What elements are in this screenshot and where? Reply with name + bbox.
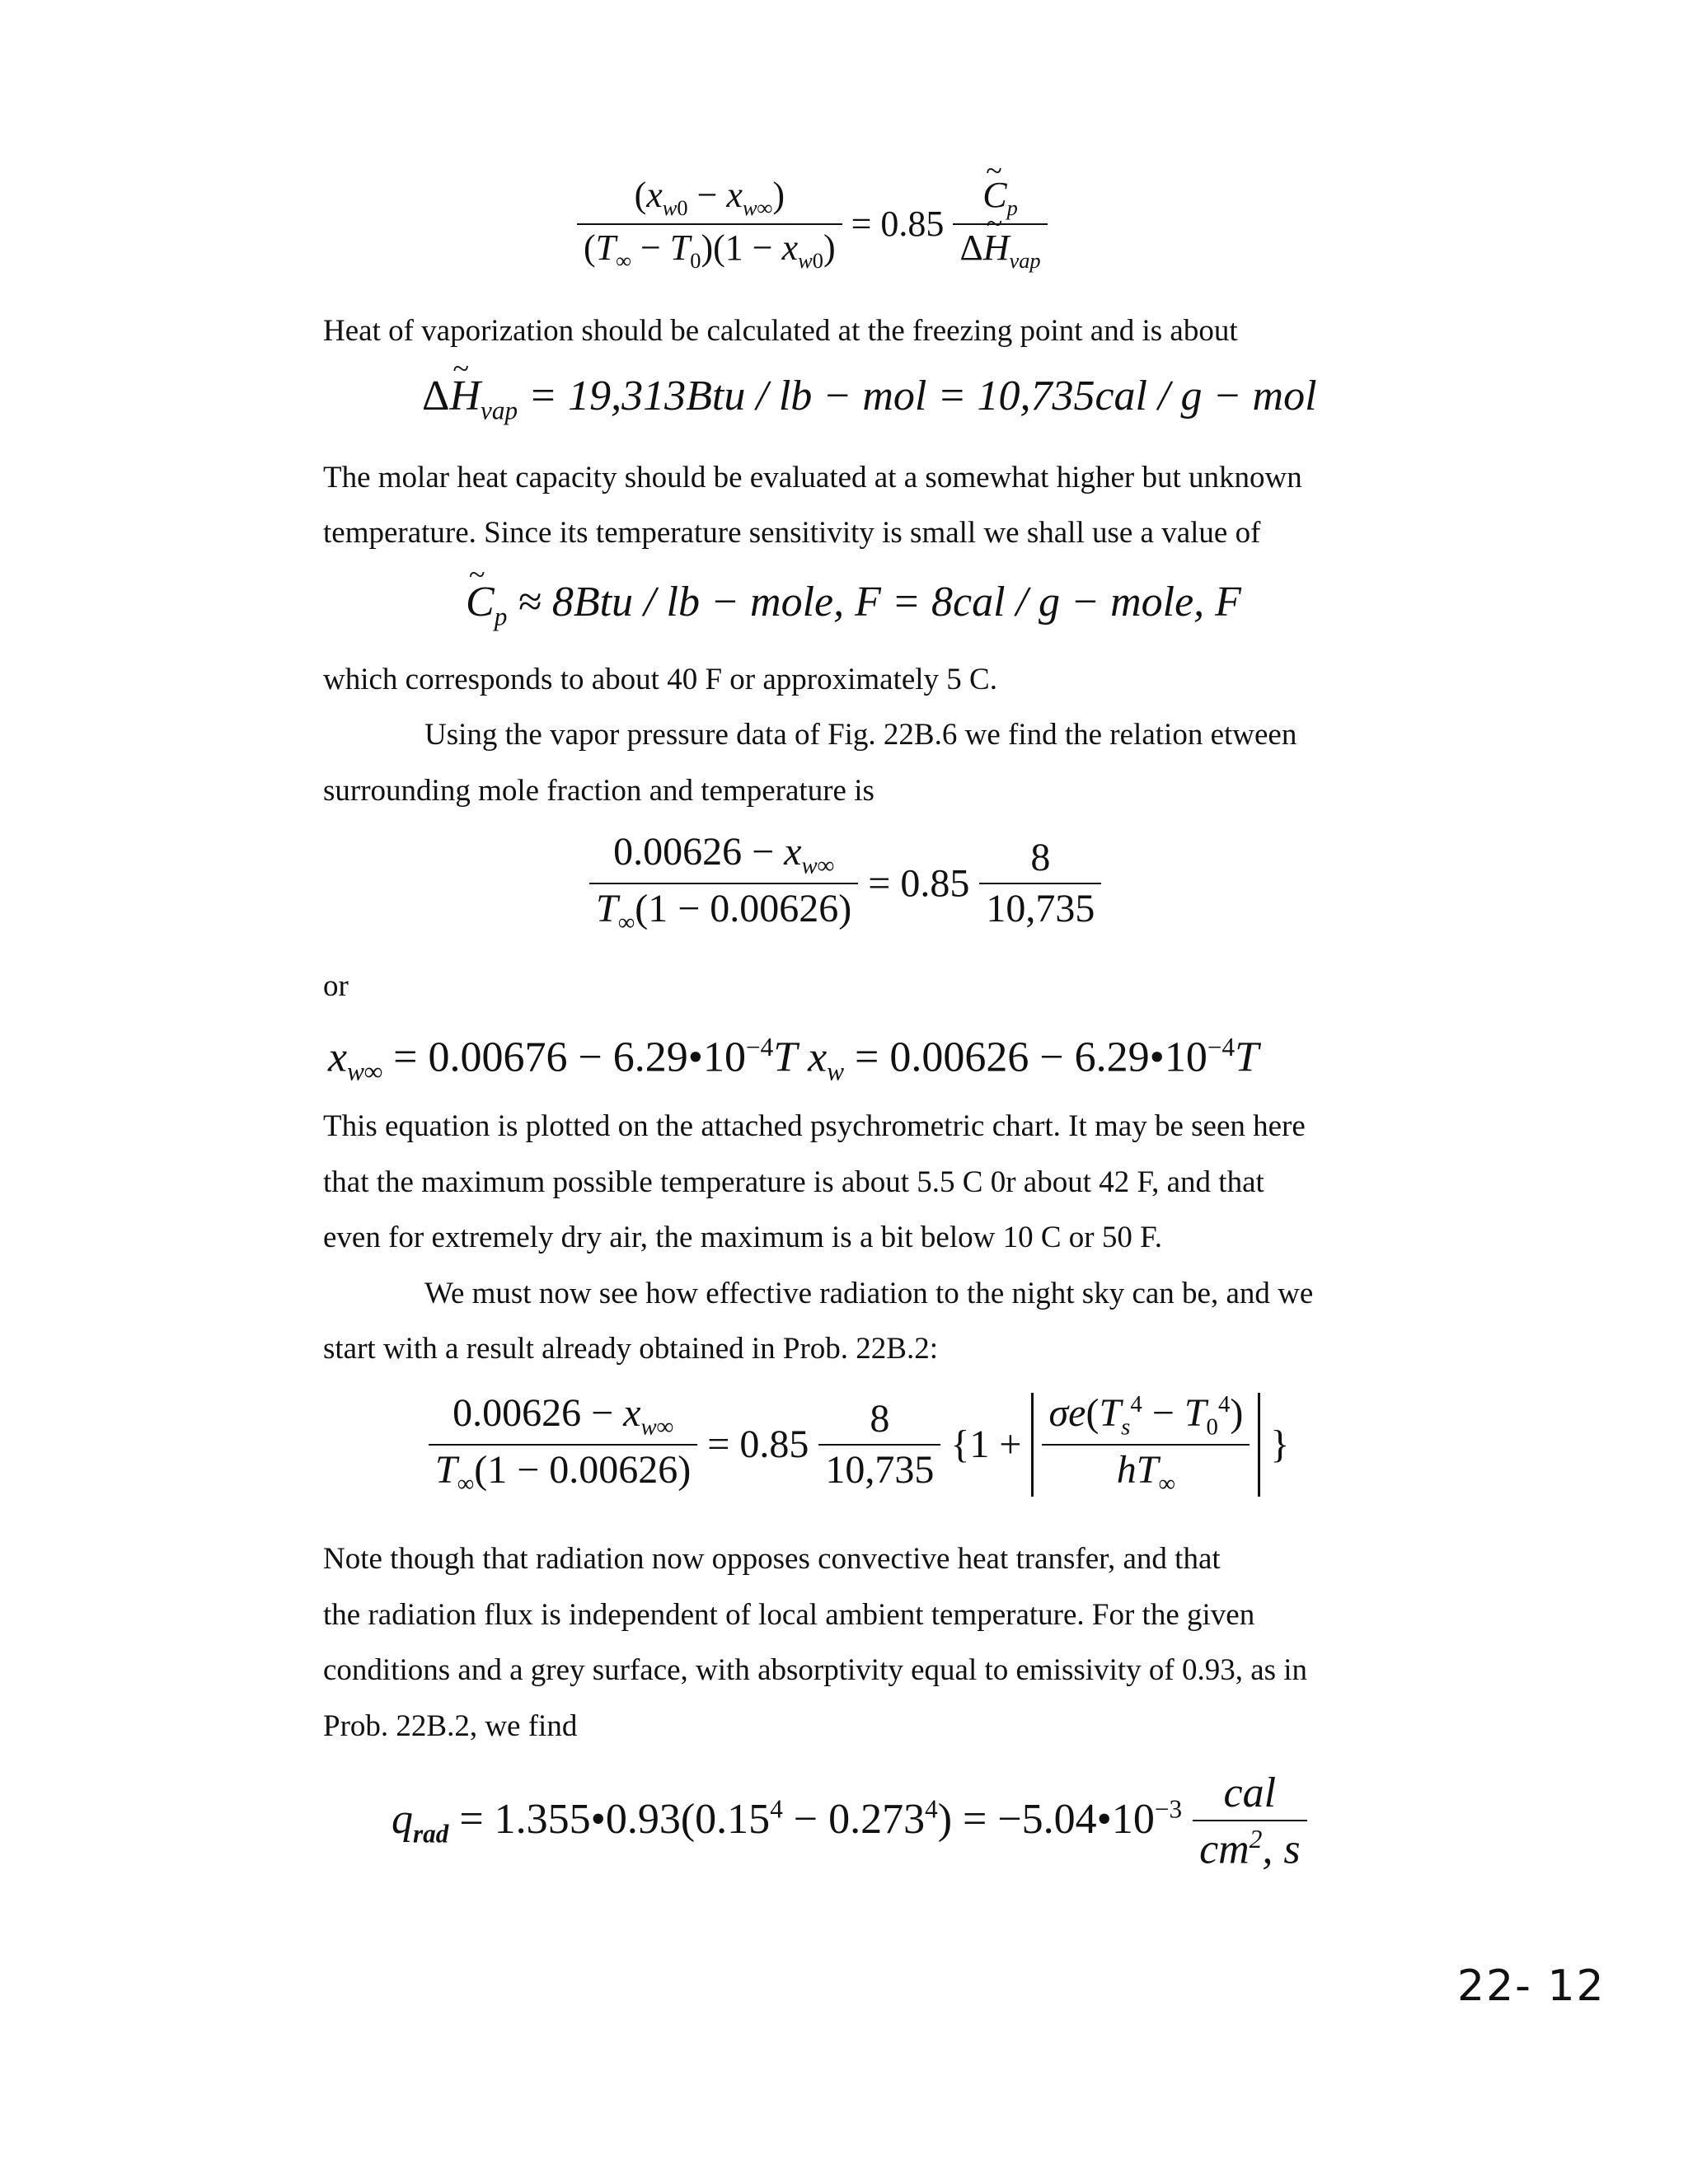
equation-1 <box>577 177 1048 271</box>
paragraph-8d: Prob. 22B.2, we find <box>323 1709 578 1743</box>
equation-6 <box>429 1390 1290 1497</box>
paragraph-8b: the radiation flux is independent of local ambient temperature. For the given <box>323 1598 1255 1632</box>
paragraph-4a: Using the vapor pressure data of Fig. 22B.6 we find the relation etween <box>424 718 1297 752</box>
equation-6-right-num: 8 <box>870 1396 890 1441</box>
paragraph-3: which corresponds to about 40 F or approximately 5 C. <box>323 663 997 696</box>
equation-7-unit-num: cal <box>1223 1769 1277 1816</box>
equation-6-bracket: $\frac{\sigma e(T_s^4 - T_0^4)}{hT_\infty}$ <box>1031 1393 1260 1497</box>
paragraph-6c: even for extremely dry air, the maximum is a bit below 10 C or 50 F. <box>323 1221 1162 1254</box>
equation-7-unit-den: cm <box>1199 1825 1250 1873</box>
equation-6-brace-close: } <box>1270 1422 1290 1466</box>
equation-4-coef: = 0.85 <box>868 861 970 906</box>
paragraph-7b: start with a result already obtained in Prob. 22B.2: <box>323 1332 939 1366</box>
paragraph-8c: conditions and a grey surface, with absorptivity equal to emissivity of 0.93, as in <box>323 1653 1308 1687</box>
paragraph-7a: We must now see how effective radiation to the night sky can be, and we <box>424 1277 1314 1310</box>
paragraph-1: Heat of vaporization should be calculated at the freezing point and is about <box>323 314 1238 348</box>
equation-4-left-fraction: $\frac{0.00626 - x_{w\infty}}{T_\infty(1 - 0.00626)}$ <box>589 832 858 935</box>
equation-7-unit: $\frac{\text{cal}}{cm^2, s}$ <box>1193 1772 1306 1871</box>
equation-1-coef: = 0.85 <box>851 204 945 245</box>
equation-4-right-fraction <box>979 838 1101 929</box>
paragraph-2b: temperature. Since its temperature sensitivity is small we shall use a value of <box>323 516 1261 550</box>
equation-6-left-fraction: $\frac{0.00626 - x_{w\infty}}{T_\infty(1 - 0.00626)}$ <box>429 1394 697 1497</box>
equation-3: ~ $C_p \approx 8Btu$ / lb − mole, F = 8cal / g − mole, F <box>466 581 1241 630</box>
paragraph-4b: surrounding mole fraction and temperature is <box>323 774 874 808</box>
equation-1-fraction: $\frac{(x_{w0} - x_{w\infty})}{(T_\infty - T_0)(1 - x_{w0})}$ <box>577 177 842 271</box>
equation-4-right-num: 8 <box>1030 836 1051 880</box>
equation-3-body: ≈ 8Btu / lb − mole, F = 8cal / g − mole, F <box>518 579 1241 626</box>
equation-6-coef: = 0.85 <box>707 1422 809 1466</box>
equation-4 <box>589 832 1101 935</box>
paragraph-5: or <box>323 969 349 1003</box>
paragraph-6b: that the maximum possible temperature is about 5.5 C 0r about 42 F, and that <box>323 1165 1264 1199</box>
equation-2: Δ~ $H_{vap} = 19,313Btu$ / lb − mol = 10,735cal / g − mol <box>422 375 1317 424</box>
equation-6-brace-open: {1 + <box>950 1422 1022 1466</box>
equation-6-right-fraction <box>818 1396 940 1492</box>
equation-4-right-den: 10,735 <box>979 883 1101 929</box>
paragraph-2a: The molar heat capacity should be evaluated at a somewhat higher but unknown <box>323 461 1302 494</box>
equation-6-right-den: 10,735 <box>818 1444 940 1490</box>
equation-5: $x_{w\infty} = 0.00676$ − $6.29•10^{-4}T$ $x_w = 0.00626$ − $6.29•10^{-4}T$ <box>328 1033 1259 1086</box>
equation-2-body: = 19,313Btu / lb − mol = 10,735cal / g − mol <box>528 373 1317 419</box>
page-number: 22- 12 <box>1457 1961 1606 2011</box>
paragraph-8a: Note though that radiation now opposes convective heat transfer, and that <box>323 1542 1221 1576</box>
equation-7: $q_{rad}$ = $1.355•0.93(0.15^4 - 0.273^4)$ = $-5.04•10^{-3}$ $\frac{\text{cal}}{cm^2, s}$ <box>392 1772 1307 1871</box>
equation-1-ratio: ~ $\frac{C_p}{\Delta\sim H_{vap}}$ <box>953 177 1047 271</box>
paragraph-6a: This equation is plotted on the attached psychrometric chart. It may be seen here <box>323 1109 1306 1143</box>
